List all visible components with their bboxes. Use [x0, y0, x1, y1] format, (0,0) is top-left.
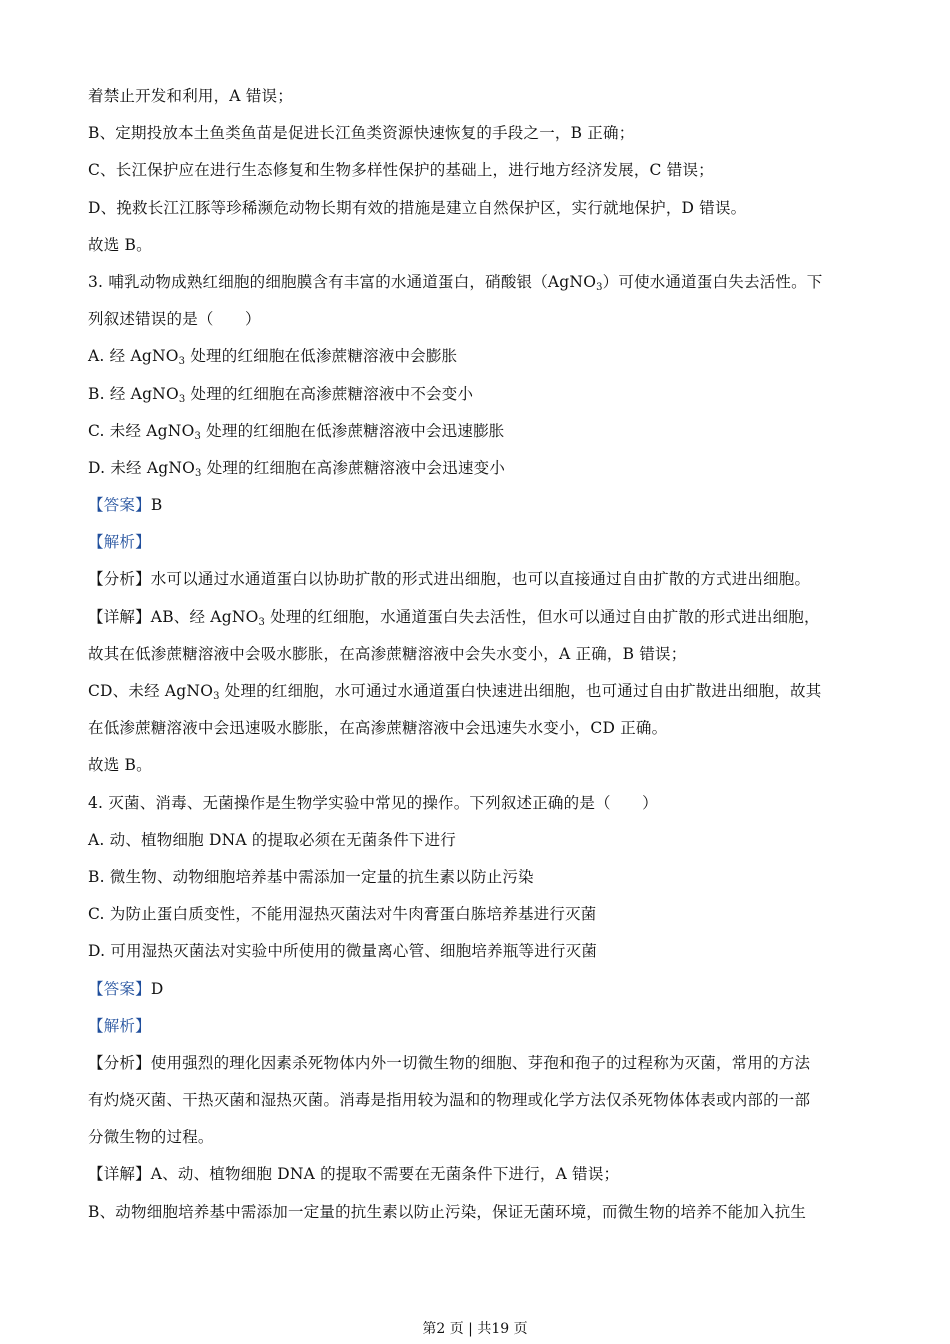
- question-3-stem-cont: 列叙述错误的是（ ）: [88, 310, 261, 329]
- question-3-xiangjie-cont: 故其在低渗蔗糖溶液中会吸水膨胀，在高渗蔗糖溶液中会失水变小，A 正确，B 错误；: [88, 644, 687, 663]
- text-line: D、挽救长江江豚等珍稀濒危动物长期有效的措施是建立自然保护区，实行就地保护，D 错误。: [88, 198, 747, 217]
- question-4-answer: 【答案】D: [88, 979, 164, 998]
- question-3-analysis-tag: 【解析】: [88, 533, 151, 552]
- question-4-fenxi-3: 分微生物的过程。: [88, 1128, 214, 1147]
- question-3-answer: 【答案】B: [88, 496, 163, 515]
- document-body: [88, 78, 863, 1231]
- page-footer: 第2 页 | 共19 页: [422, 1321, 528, 1337]
- question-4-xiangjie-1: 【详解】A、动、植物细胞 DNA 的提取不需要在无菌条件下进行，A 错误；: [88, 1165, 620, 1184]
- question-4-option-c: C. 为防止蛋白质变性，不能用湿热灭菌法对牛肉膏蛋白胨培养基进行灭菌: [88, 905, 597, 924]
- question-4-fenxi-1: 【分析】使用强烈的理化因素杀死物体内外一切微生物的细胞、芽孢和孢子的过程称为灭菌，常用的方法: [88, 1053, 811, 1072]
- question-3-option-b: B. 经 AgNO$_3$ 处理的红细胞在高渗蔗糖溶液中不会变小: [88, 384, 474, 405]
- question-3-option-d: D. 未经 AgNO$_3$ 处理的红细胞在高渗蔗糖溶液中会迅速变小: [88, 458, 506, 479]
- answer-tag: 【答案】: [88, 496, 151, 515]
- question-4-option-d: D. 可用湿热灭菌法对实验中所使用的微量离心管、细胞培养瓶等进行灭菌: [88, 942, 598, 961]
- question-4-option-b: B. 微生物、动物细胞培养基中需添加一定量的抗生素以防止污染: [88, 867, 534, 886]
- question-3-xiangjie: 【详解】AB、经 AgNO$_3$ 处理的红细胞，水通道蛋白失去活性，但水可以通过自由扩散的形式进出细胞，: [88, 607, 820, 628]
- text-line: C、长江保护应在进行生态修复和生物多样性保护的基础上，进行地方经济发展，C 错误；: [88, 161, 714, 180]
- text-line: 故选 B。: [88, 235, 152, 254]
- question-4-stem: 4. 灭菌、消毒、无菌操作是生物学实验中常见的操作。下列叙述正确的是（ ）: [88, 793, 658, 812]
- text-line: 着禁止开发和利用，A 错误；: [88, 87, 293, 105]
- question-3-cd-cont: 在低渗蔗糖溶液中会迅速吸水膨胀，在高渗蔗糖溶液中会迅速失水变小，CD 正确。: [88, 719, 668, 738]
- question-4-option-a: A. 动、植物细胞 DNA 的提取必须在无菌条件下进行: [88, 830, 456, 849]
- question-4-analysis-tag: 【解析】: [88, 1016, 151, 1035]
- question-4-xiangjie-2: B、动物细胞培养基中需添加一定量的抗生素以防止污染，保证无菌环境，而微生物的培养不能加入抗生: [88, 1202, 807, 1221]
- question-3-fenxi: 【分析】水可以通过水通道蛋白以协助扩散的形式进出细胞，也可以直接通过自由扩散的方式进出细胞。: [88, 570, 811, 589]
- question-3-stem: 3. 哺乳动物成熟红细胞的细胞膜含有丰富的水通道蛋白，硝酸银（AgNO$_3$）可使水通道蛋白失去活性。下: [88, 272, 823, 293]
- question-3-conclusion: 故选 B。: [88, 756, 152, 775]
- question-3-option-c: C. 未经 AgNO$_3$ 处理的红细胞在低渗蔗糖溶液中会迅速膨胀: [88, 421, 505, 442]
- question-3-option-a: A. 经 AgNO$_3$ 处理的红细胞在低渗蔗糖溶液中会膨胀: [88, 347, 458, 368]
- question-4-fenxi-2: 有灼烧灭菌、干热灭菌和湿热灭菌。消毒是指用较为温和的物理或化学方法仅杀死物体体表或内部的一部: [88, 1091, 811, 1110]
- answer-tag: 【答案】: [88, 979, 151, 998]
- text-line: B、定期投放本土鱼类鱼苗是促进长江鱼类资源快速恢复的手段之一，B 正确；: [88, 124, 635, 143]
- question-3-cd: CD、未经 AgNO$_3$ 处理的红细胞，水可通过水通道蛋白快速进出细胞，也可通过自由扩散进出细胞，故其: [88, 682, 822, 702]
